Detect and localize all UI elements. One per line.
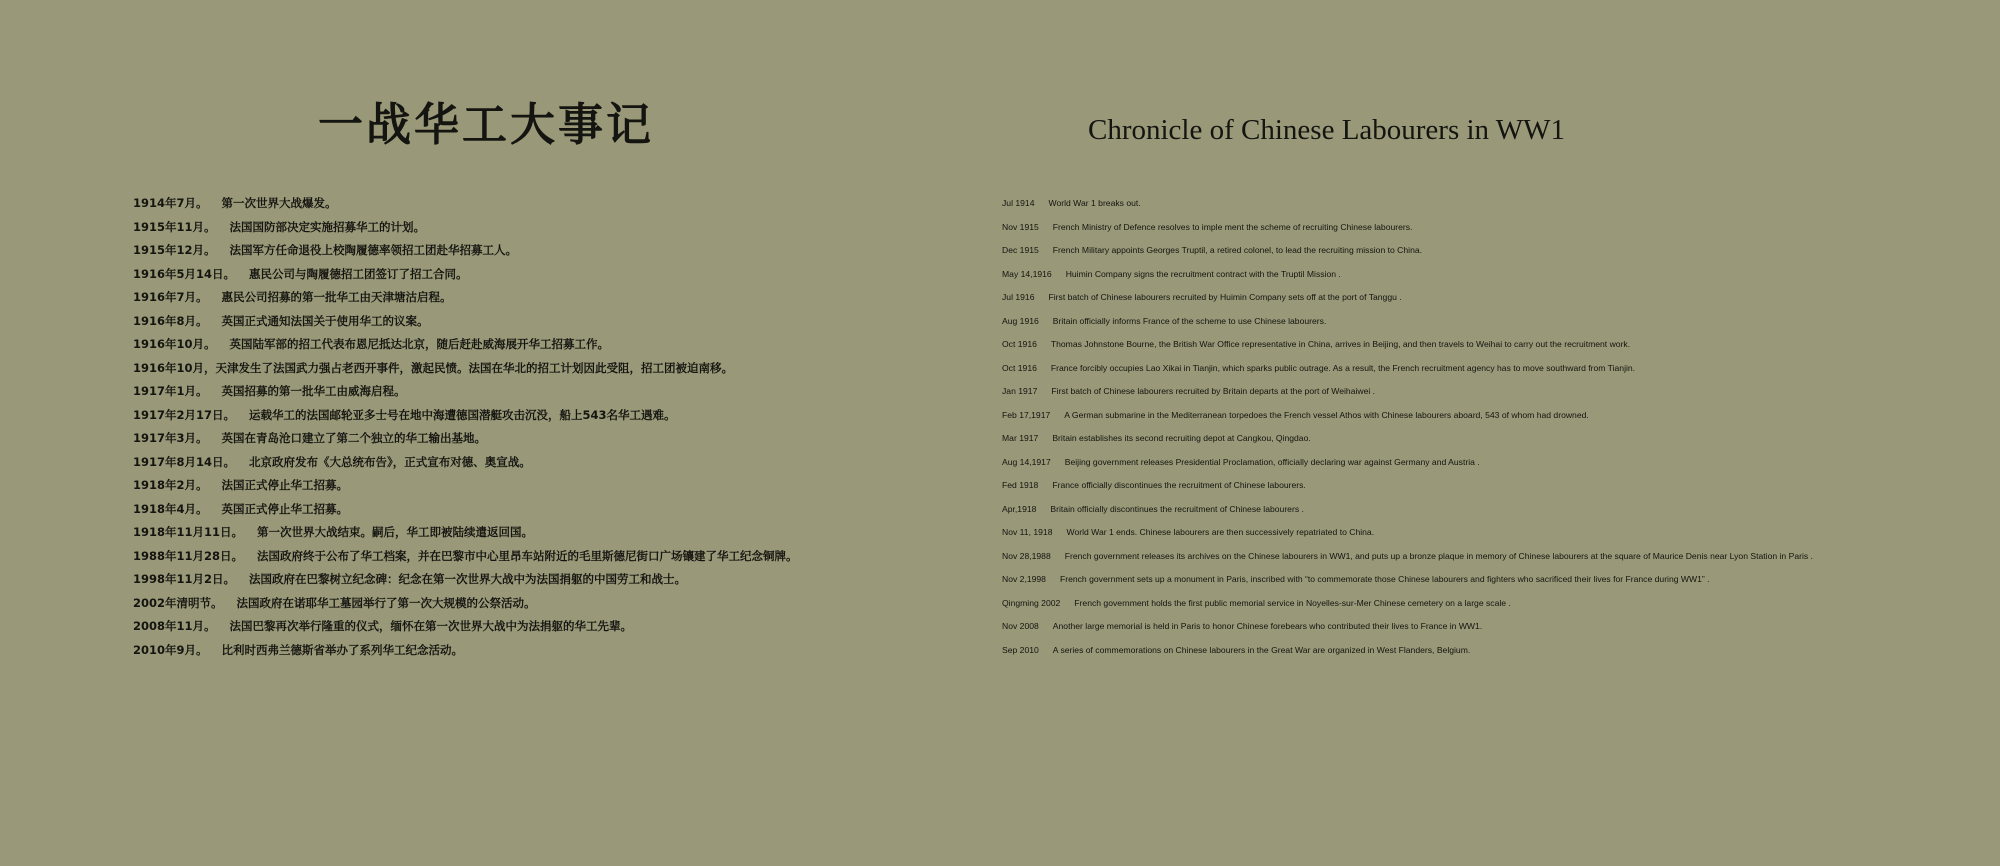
entry-date: Jul 1914	[1002, 198, 1035, 208]
entry-date: 1917年3月。	[133, 431, 208, 445]
chinese-event-list	[133, 194, 798, 664]
entry-text: 第一次世界大战结束。嗣后，华工即被陆续遣返回国。	[257, 525, 534, 539]
entry-date: May 14,1916	[1002, 268, 1052, 279]
entry-text: France forcibly occupies Lao Xikai in Tianjin, which sparks public outrage. As a result, the French recruitment agency has to move southward from Tianjin.	[1050, 362, 1636, 373]
timeline-entry	[133, 406, 798, 430]
timeline-entry	[1002, 500, 1813, 524]
timeline-entry	[133, 453, 798, 477]
timeline-entry	[133, 641, 798, 665]
entry-date: Fed 1918	[1002, 480, 1039, 490]
entry-date: 1988年11月28日。	[133, 548, 244, 563]
entry-text: A German submarine in the Mediterranean torpedoes the French vessel Athos with Chinese labourers aboard, 543 of whom had drowned.	[1064, 409, 1589, 420]
timeline-entry	[133, 382, 798, 406]
timeline-entry	[1002, 641, 1813, 665]
entry-text: France officially discontinues the recruitment of Chinese labourers.	[1052, 480, 1306, 490]
entry-date: 2010年9月。	[133, 642, 208, 657]
timeline-entry	[133, 570, 798, 594]
timeline-entry	[133, 312, 798, 336]
entry-text: 法国正式停止华工招募。	[221, 478, 349, 492]
timeline-entry	[133, 265, 798, 289]
entry-text: 法国政府在巴黎树立纪念碑：纪念在第一次世界大战中为法国捐躯的中国劳工和战士。	[249, 572, 687, 586]
entry-text: 惠民公司招募的第一批华工由天津塘沽启程。	[221, 290, 452, 304]
entry-date: Mar 1917	[1002, 433, 1039, 443]
timeline-entry	[1002, 406, 1813, 430]
entry-text: 法国政府在诺耶华工墓园举行了第一次大规模的公祭活动。	[236, 595, 536, 610]
timeline-entry	[133, 241, 798, 265]
timeline-entry	[1002, 335, 1813, 359]
timeline-entry	[1002, 523, 1813, 547]
entry-text: 英国陆军部的招工代表布恩尼抵达北京，随后赶赴威海展开华工招募工作。	[229, 337, 610, 351]
entry-text: Beijing government releases Presidential Proclamation, officially declaring war against Germany and Austria .	[1064, 456, 1480, 467]
entry-date: 1916年10月。	[133, 337, 216, 351]
timeline-entry	[1002, 241, 1813, 265]
entry-text: French government releases its archives on the Chinese labourers in WW1, and puts up a bronze plaque in memory of Chinese labourers at the square of Maurice Denis near Lyon Station in Paris .	[1064, 550, 1813, 561]
entry-date: Aug 14,1917	[1002, 456, 1051, 467]
entry-date: Nov 1915	[1002, 221, 1039, 232]
timeline-entry	[133, 547, 798, 571]
entry-text: 法国国防部决定实施招募华工的计划。	[229, 219, 426, 234]
entry-date: Nov 2008	[1002, 621, 1039, 631]
entry-text: 法国巴黎再次举行隆重的仪式，缅怀在第一次世界大战中为法捐躯的华工先辈。	[229, 619, 633, 633]
entry-text: World War 1 breaks out.	[1048, 198, 1141, 208]
entry-text: 法国军方任命退役上校陶履德率领招工团赴华招募工人。	[229, 243, 518, 257]
chinese-title: 一战华工大事记	[318, 98, 655, 151]
entry-text: World War 1 ends. Chinese labourers are then successively repatriated to China.	[1066, 527, 1375, 537]
entry-text: Britain officially informs France of the scheme to use Chinese labourers.	[1052, 315, 1327, 326]
entry-text: French Ministry of Defence resolves to imple ment the scheme of recruiting Chinese labourers.	[1052, 221, 1413, 232]
entry-date: Sep 2010	[1002, 644, 1039, 655]
entry-text: French Military appoints Georges Truptil, a retired colonel, to lead the recruiting mission to China.	[1052, 245, 1423, 255]
entry-date: 1918年4月。	[133, 501, 208, 516]
entry-text: 英国正式通知法国关于使用华工的议案。	[221, 313, 429, 328]
entry-date: 1917年2月17日。	[133, 407, 236, 422]
entry-text: 英国正式停止华工招募。	[221, 501, 349, 516]
entry-date: 1918年11月11日。	[133, 525, 244, 539]
entry-date: 1917年1月。	[133, 384, 208, 398]
timeline-entry	[1002, 312, 1813, 336]
timeline-entry	[133, 594, 798, 618]
entry-text: 运载华工的法国邮轮亚多士号在地中海遭德国潜艇攻击沉没，船上543名华工遇难。	[249, 407, 676, 422]
entry-text: 法国政府终于公布了华工档案，并在巴黎市中心里昂车站附近的毛里斯德尼街口广场镶建了华工纪念铜牌。	[257, 548, 798, 563]
timeline-entry	[1002, 359, 1813, 383]
entry-date: Jan 1917	[1002, 386, 1038, 396]
timeline-entry	[133, 335, 798, 359]
timeline-entry	[1002, 429, 1813, 453]
entry-text: 1916年10月，天津发生了法国武力强占老西开事件，激起民愤。法国在华北的招工计划因此受阻，招工团被迫南移。	[133, 360, 734, 375]
entry-text: Thomas Johnstone Bourne, the British War Office representative in China, arrives in Beijing, and then travels to Weihai to carry out the recruitment work.	[1050, 339, 1631, 349]
entry-date: 1998年11月2日。	[133, 572, 236, 586]
entry-text: 英国在青岛沧口建立了第二个独立的华工输出基地。	[221, 431, 487, 445]
entry-date: 1915年11月。	[133, 219, 216, 234]
entry-date: Nov 11, 1918	[1002, 527, 1053, 537]
entry-date: 2008年11月。	[133, 619, 216, 633]
entry-date: 1916年8月。	[133, 313, 208, 328]
timeline-entry	[1002, 218, 1813, 242]
entry-date: 1917年8月14日。	[133, 454, 236, 469]
entry-text: Another large memorial is held in Paris to honor Chinese forebears who contributed their lives to France in WW1.	[1052, 621, 1483, 631]
timeline-entry	[1002, 547, 1813, 571]
timeline-entry	[1002, 194, 1813, 218]
entry-text: 第一次世界大战爆发。	[221, 196, 337, 210]
entry-text: 英国招募的第一批华工由威海启程。	[221, 384, 406, 398]
entry-date: Oct 1916	[1002, 339, 1037, 349]
timeline-entry	[1002, 288, 1813, 312]
entry-text: French government holds the first public memorial service in Noyelles-sur-Mer Chinese cemetery on a large scale .	[1074, 597, 1511, 608]
entry-date: 1915年12月。	[133, 243, 216, 257]
timeline-entry	[1002, 617, 1813, 641]
timeline-entry	[1002, 570, 1813, 594]
timeline-entry	[133, 218, 798, 242]
timeline-entry	[133, 617, 798, 641]
entry-date: 1918年2月。	[133, 478, 208, 492]
timeline-entry	[133, 288, 798, 312]
timeline-entry	[1002, 594, 1813, 618]
entry-date: 1916年7月。	[133, 290, 208, 304]
entry-text: Britain officially discontinues the recruitment of Chinese labourers .	[1050, 503, 1304, 514]
timeline-entry	[133, 194, 798, 218]
timeline-entry	[133, 523, 798, 547]
entry-date: Apr,1918	[1002, 503, 1037, 514]
entry-date: Nov 28,1988	[1002, 550, 1051, 561]
timeline-entry	[1002, 382, 1813, 406]
timeline-entry	[1002, 453, 1813, 477]
entry-date: Jul 1916	[1002, 292, 1035, 302]
entry-date: Feb 17,1917	[1002, 409, 1051, 420]
entry-date: Dec 1915	[1002, 245, 1039, 255]
entry-date: 1914年7月。	[133, 196, 208, 210]
entry-date: Oct 1916	[1002, 362, 1037, 373]
timeline-entry	[1002, 265, 1813, 289]
timeline-entry	[133, 476, 798, 500]
entry-date: Aug 1916	[1002, 315, 1039, 326]
entry-text: A series of commemorations on Chinese labourers in the Great War are organized in West Flanders, Belgium.	[1052, 644, 1471, 655]
entry-date: Qingming 2002	[1002, 597, 1061, 608]
entry-text: 惠民公司与陶履德招工团签订了招工合同。	[249, 266, 468, 281]
timeline-entry	[133, 359, 798, 383]
entry-text: First batch of Chinese labourers recruited by Britain departs at the port of Weihaiwei .	[1051, 386, 1376, 396]
entry-date: 1916年5月14日。	[133, 266, 236, 281]
english-event-list	[1002, 194, 1813, 664]
entry-text: Britain establishes its second recruiting depot at Cangkou, Qingdao.	[1052, 433, 1311, 443]
entry-text: Huimin Company signs the recruitment contract with the Truptil Mission .	[1065, 268, 1341, 279]
timeline-entry	[133, 500, 798, 524]
timeline-entry	[1002, 476, 1813, 500]
entry-text: French government sets up a monument in Paris, inscribed with “to commemorate those Chinese labourers and fighters who sacrificed their lives for France during WW1” .	[1059, 574, 1710, 584]
entry-date: Nov 2,1998	[1002, 574, 1046, 584]
entry-text: 比利时西弗兰德斯省举办了系列华工纪念活动。	[221, 642, 464, 657]
entry-text: First batch of Chinese labourers recruited by Huimin Company sets off at the port of Tanggu .	[1048, 292, 1402, 302]
entry-text: 北京政府发布《大总统布告》，正式宣布对德、奥宣战。	[249, 454, 531, 469]
entry-date: 2002年清明节。	[133, 595, 223, 610]
english-title: Chronicle of Chinese Labourers in WW1	[1088, 114, 1566, 146]
timeline-entry	[133, 429, 798, 453]
